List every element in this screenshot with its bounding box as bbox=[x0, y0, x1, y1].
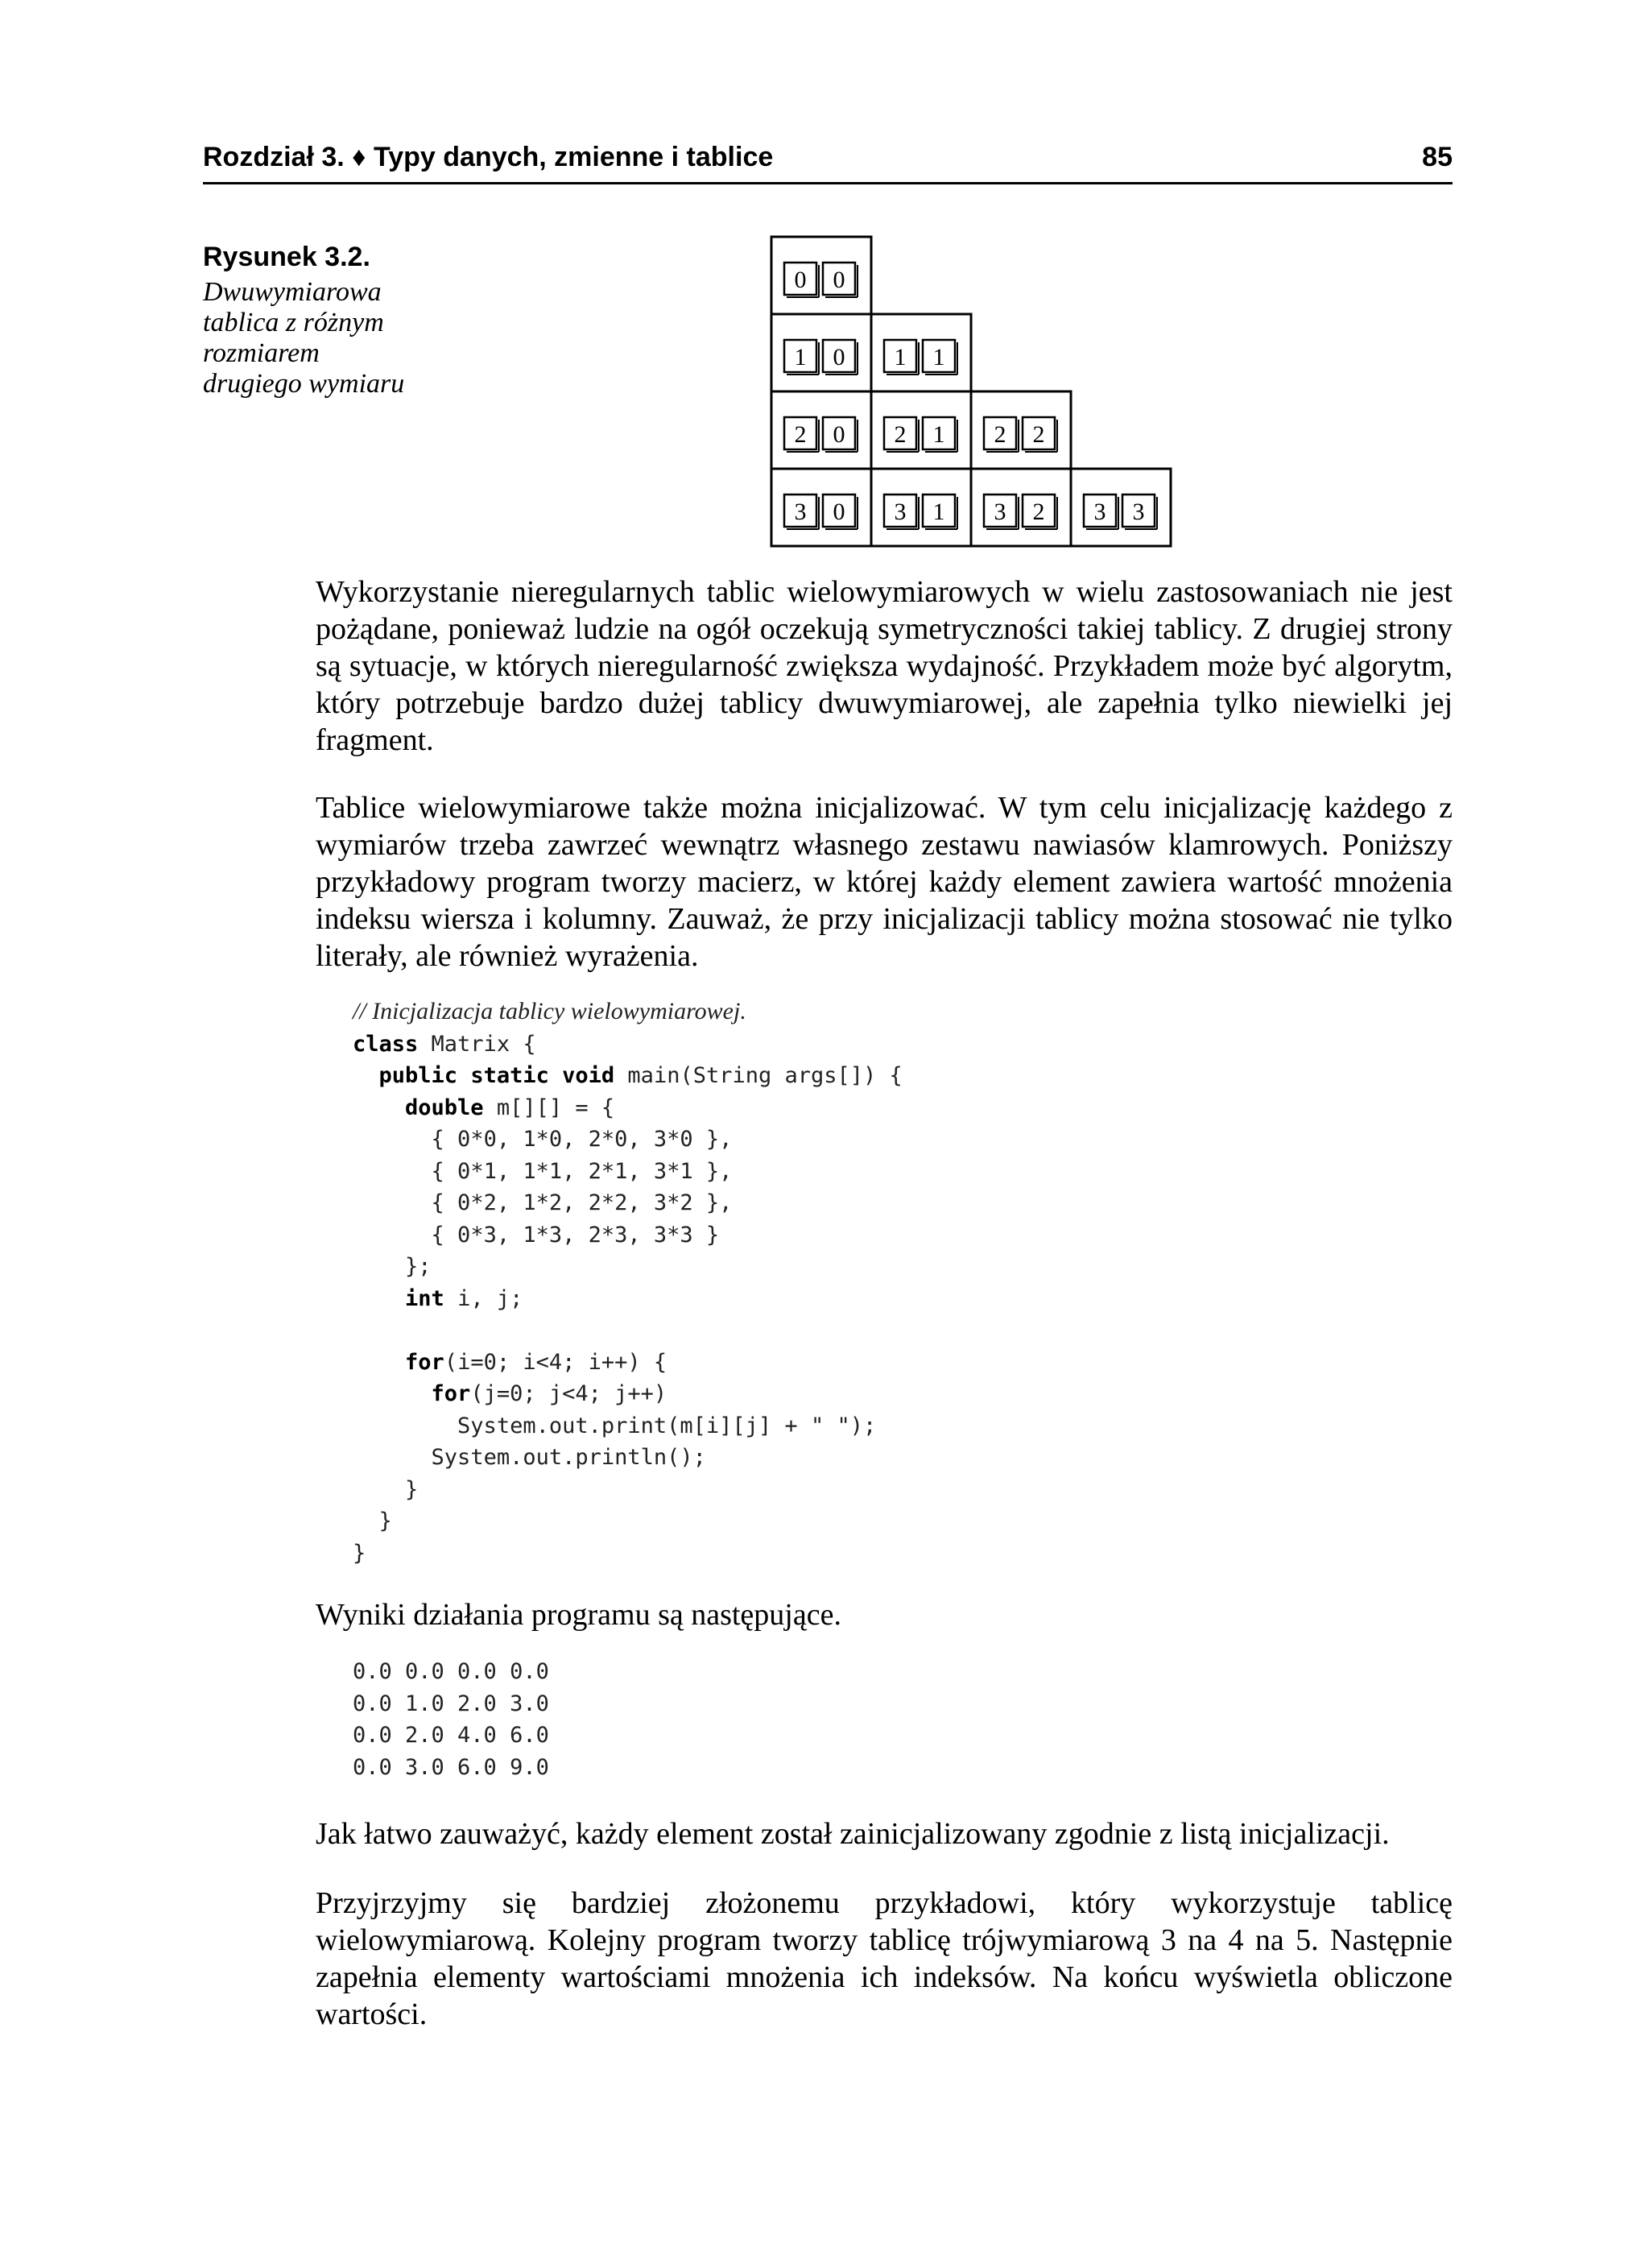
keyword: for bbox=[431, 1381, 471, 1406]
array-cell bbox=[771, 469, 871, 546]
index-label: 0 bbox=[833, 344, 845, 370]
code-text: (j=0; j<4; j++) bbox=[470, 1381, 667, 1406]
code-line-main bbox=[353, 1063, 903, 1088]
keyword: double bbox=[405, 1095, 484, 1120]
keyword: public bbox=[378, 1063, 458, 1088]
index-label: 2 bbox=[794, 421, 807, 448]
array-cell bbox=[971, 469, 1071, 546]
code-line-println: System.out.println(); bbox=[431, 1445, 706, 1470]
code-text: main(String args[]) { bbox=[614, 1063, 903, 1088]
code-listing bbox=[353, 995, 903, 1569]
caption-line: tablica z różnym bbox=[203, 308, 384, 337]
paragraph-irregular-arrays: Wykorzystanie nieregularnych tablic wielowymiarowych w wielu zastosowaniach nie jest pożądane, ponieważ ludzie na ogół oczekują symetryczności takiej tablicy. Z drugiej strony są sytuacje, w których nieregularność zwiększa wydajność. Przykładem może być algorytm, który potrzebuje bardzo dużej tablicy dwuwymiarowej, ale zapełnia tylko niewielki jej fragment. bbox=[316, 575, 1453, 757]
array-cell bbox=[771, 237, 871, 314]
index-label: 3 bbox=[1132, 499, 1145, 525]
index-label: 3 bbox=[994, 499, 1006, 525]
array-cell bbox=[871, 314, 971, 391]
index-label: 1 bbox=[894, 344, 907, 370]
caption-line: drugiego wymiaru bbox=[203, 369, 405, 399]
index-label: 0 bbox=[833, 267, 845, 293]
code-line-class bbox=[353, 1032, 536, 1057]
array-cell bbox=[871, 391, 971, 469]
index-label: 1 bbox=[932, 421, 945, 448]
index-label: 1 bbox=[932, 499, 945, 525]
paragraph-conclusion: Jak łatwo zauważyć, każdy element został zainicjalizowany zgodnie z listą inicjalizacji. bbox=[316, 1817, 1390, 1851]
paragraph-3d-example: Przyjrzyjmy się bardziej złożonemu przykładowi, który wykorzystuje tablicę wielowymiarową. Kolejny program tworzy tablicę trójwymiarową 3 na 4 na 5. Następnie zapełnia elementy wartościami mnożenia ich indeksów. Na końcu wyświetla obliczone wartości. bbox=[316, 1886, 1453, 2031]
keyword: void bbox=[562, 1063, 615, 1088]
figure-label: Rysunek 3.2. bbox=[203, 242, 370, 272]
diamond-icon: ♦ bbox=[352, 142, 366, 172]
array-cell bbox=[1071, 469, 1171, 546]
keyword: class bbox=[353, 1031, 419, 1057]
code-line-print: System.out.print(m[i][j] + " "); bbox=[457, 1413, 877, 1438]
index-label: 2 bbox=[1032, 499, 1045, 525]
caption-line: Dwuwymiarowa bbox=[203, 277, 382, 307]
array-cell bbox=[771, 314, 871, 391]
keyword: for bbox=[405, 1349, 444, 1375]
code-line-close-init: }; bbox=[405, 1254, 432, 1279]
index-label: 3 bbox=[794, 499, 807, 525]
chapter-label: Rozdział 3. bbox=[203, 142, 345, 172]
code-text: Matrix { bbox=[418, 1031, 536, 1057]
index-label: 1 bbox=[794, 344, 807, 370]
code-line-decl bbox=[353, 1095, 614, 1120]
code-line-int bbox=[353, 1286, 523, 1311]
index-label: 0 bbox=[794, 267, 807, 293]
paragraph-initialization: Tablice wielowymiarowe także można inicjalizować. W tym celu inicjalizację każdego z wymiarów trzeba zawrzeć wewnątrz własnego zestawu nawiasów klamrowych. Poniższy przykładowy program tworzy macierz, w której każdy element zawiera wartość mnożenia indeksu wiersza i kolumny. Zauważ, że przy inicjalizacji tablicy można stosować nie tylko literały, ale również wyrażenia. bbox=[316, 791, 1453, 973]
output-line: 0.0 1.0 2.0 3.0 bbox=[353, 1691, 549, 1716]
index-label: 3 bbox=[894, 499, 907, 525]
code-text: (i=0; i<4; i++) { bbox=[444, 1349, 667, 1375]
code-line-for-inner bbox=[353, 1381, 667, 1406]
array-cell bbox=[971, 391, 1071, 469]
code-line-brace: } bbox=[353, 1540, 366, 1566]
code-line-row: { 0*3, 1*3, 2*3, 3*3 } bbox=[431, 1222, 720, 1248]
code-comment: // Inicjalizacja tablicy wielowymiarowej. bbox=[353, 998, 746, 1024]
paragraph-output-intro: Wyniki działania programu są następujące. bbox=[316, 1598, 841, 1632]
code-line-row: { 0*2, 1*2, 2*2, 3*2 }, bbox=[431, 1190, 733, 1215]
index-label: 0 bbox=[833, 499, 845, 525]
code-line-row: { 0*1, 1*1, 2*1, 3*1 }, bbox=[431, 1158, 733, 1184]
index-label: 2 bbox=[894, 421, 907, 448]
code-text: i, j; bbox=[444, 1285, 523, 1311]
index-label: 2 bbox=[994, 421, 1006, 448]
code-line-brace: } bbox=[378, 1509, 392, 1533]
code-line-row: { 0*0, 1*0, 2*0, 3*0 }, bbox=[431, 1127, 733, 1152]
output-line: 0.0 3.0 6.0 9.0 bbox=[353, 1754, 549, 1780]
output-line: 0.0 0.0 0.0 0.0 bbox=[353, 1659, 549, 1684]
page-number: 85 bbox=[1422, 142, 1453, 172]
index-label: 1 bbox=[932, 344, 945, 370]
jagged-array-diagram bbox=[0, 0, 1649, 564]
array-cell bbox=[871, 469, 971, 546]
program-output bbox=[353, 1656, 549, 1783]
index-label: 3 bbox=[1093, 499, 1106, 525]
code-line-for-outer bbox=[353, 1350, 667, 1375]
keyword: int bbox=[405, 1285, 444, 1311]
code-line-brace: } bbox=[405, 1476, 419, 1502]
array-cell bbox=[771, 391, 871, 469]
index-label: 2 bbox=[1032, 421, 1045, 448]
code-text: m[][] = { bbox=[483, 1095, 615, 1120]
keyword: static bbox=[470, 1063, 549, 1088]
chapter-title: Typy danych, zmienne i tablice bbox=[373, 142, 774, 172]
caption-line: rozmiarem bbox=[203, 338, 320, 368]
index-label: 0 bbox=[833, 421, 845, 448]
output-line: 0.0 2.0 4.0 6.0 bbox=[353, 1723, 549, 1748]
